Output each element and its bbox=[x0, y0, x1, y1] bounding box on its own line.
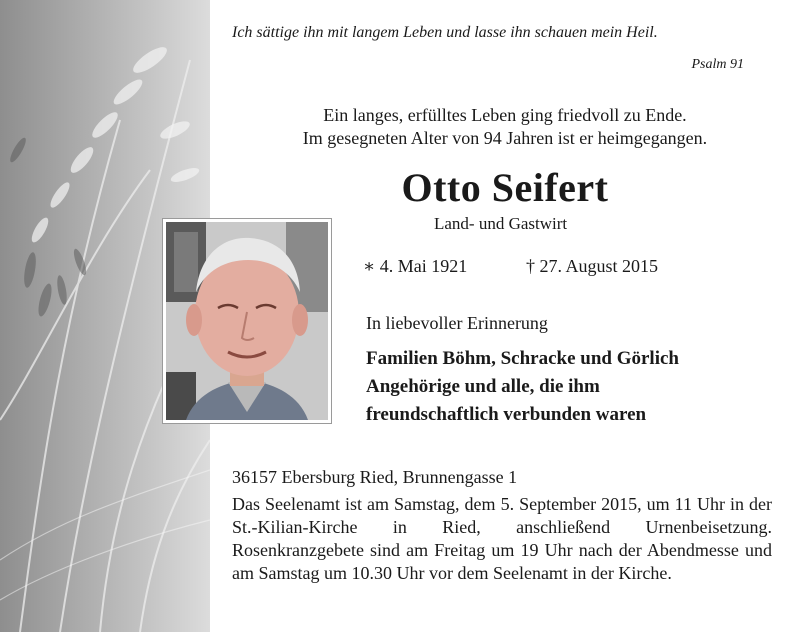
mourners-line: freundschaftlich verbunden waren bbox=[366, 404, 647, 425]
deceased-profession: Land- und Gastwirt bbox=[434, 214, 568, 233]
intro-text bbox=[210, 104, 800, 150]
intro-line-2: Im gesegneten Alter von 94 Jahren ist er heimgegangen. bbox=[302, 128, 708, 148]
memory-intro: In liebevoller Erinnerung bbox=[366, 313, 548, 333]
psalm-quote: Ich sättige ihn mit langem Leben und lasse ihn schauen mein Heil. bbox=[232, 24, 658, 41]
death-date: † 27. August 2015 bbox=[526, 256, 659, 276]
intro-line-1: Ein langes, erfülltes Leben ging friedvoll zu Ende. bbox=[323, 105, 687, 125]
birth-date: ∗ 4. Mai 1921 bbox=[363, 256, 468, 276]
family-address: 36157 Ebersburg Ried, Brunnengasse 1 bbox=[232, 467, 518, 487]
deceased-name: Otto Seifert bbox=[401, 165, 609, 210]
mourners-line: Familien Böhm, Schracke und Görlich bbox=[366, 348, 679, 369]
psalm-reference: Psalm 91 bbox=[691, 57, 744, 72]
mourners-line: Angehörige und alle, die ihm bbox=[366, 376, 600, 397]
mourners-list bbox=[366, 345, 679, 429]
service-details: Das Seelenamt ist am Samstag, dem 5. September 2015, um 11 Uhr in der St.-Kilian-Kirche in Ried, anschließend Urnenbeisetzung. Rosenkranzgebete sind am Freitag um 19 Uhr nach der Abendmesse und am Samstag um 10.30 Uhr vor dem Seelenamt in der Kirche. bbox=[232, 494, 772, 583]
portrait-photo bbox=[162, 218, 332, 424]
